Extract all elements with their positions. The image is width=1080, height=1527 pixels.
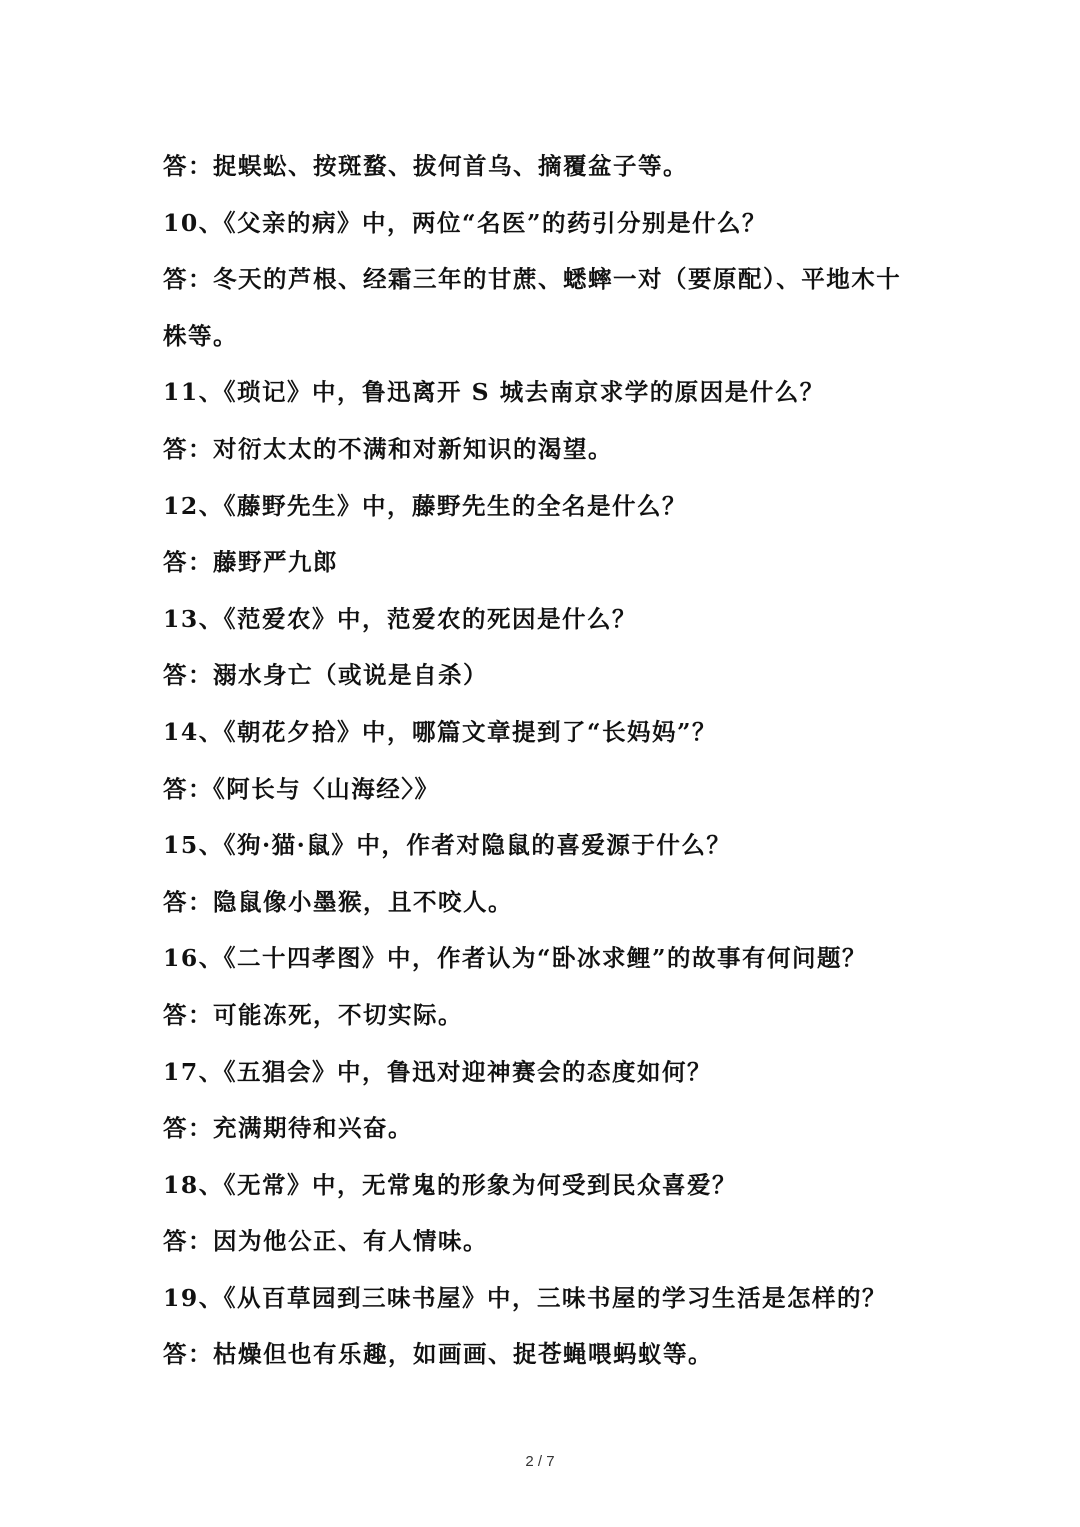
question-line: 19、《从百草园到三味书屋》中，三味书屋的学习生活是怎样的？ — [163, 1283, 887, 1312]
question-line: 17、《五猖会》中，鲁迅对迎神赛会的态度如何？ — [163, 1057, 712, 1086]
question-line: 18、《无常》中，无常鬼的形象为何受到民众喜爱？ — [163, 1170, 737, 1199]
question-line: 10、《父亲的病》中，两位“名医”的药引分别是什么？ — [163, 208, 767, 237]
answer-line: 答：冬天的芦根、经霜三年的甘蔗、蟋蟀一对（要原配）、平地木十株等。 — [163, 265, 902, 350]
answer-line: 答：藤野严九郎 — [163, 548, 338, 577]
question-line: 16、《二十四孝图》中，作者认为“卧冰求鲤”的故事有何问题？ — [163, 944, 867, 973]
question-line: 14、《朝花夕拾》中，哪篇文章提到了“长妈妈”？ — [163, 717, 717, 746]
question-line: 11、《琐记》中，鲁迅离开 S 城去南京求学的原因是什么？ — [163, 378, 825, 407]
answer-line: 答：《阿长与〈山海经〉》 — [163, 774, 440, 803]
question-line: 12、《藤野先生》中，藤野先生的全名是什么？ — [163, 491, 687, 520]
question-line: 15、《狗·猫·鼠》中，作者对隐鼠的喜爱源于什么？ — [163, 831, 732, 860]
answer-line: 答：枯燥但也有乐趣，如画画、捉苍蝇喂蚂蚁等。 — [163, 1340, 713, 1369]
page-number: 2 / 7 — [525, 1453, 555, 1470]
question-line: 13、《范爱农》中，范爱农的死因是什么？ — [163, 604, 637, 633]
answer-line: 答：溺水身亡（或说是自杀） — [163, 661, 488, 690]
qa-list — [163, 138, 923, 1383]
answer-line: 答：隐鼠像小墨猴，且不咬人。 — [163, 887, 513, 916]
answer-line: 答：充满期待和兴奋。 — [163, 1114, 413, 1143]
answer-line: 答：因为他公正、有人情味。 — [163, 1227, 488, 1256]
answer-line: 答：对衍太太的不满和对新知识的渴望。 — [163, 434, 613, 463]
answer-line: 答：捉蜈蚣、按斑蝥、拔何首乌、摘覆盆子等。 — [163, 152, 688, 180]
answer-line: 答：可能冻死，不切实际。 — [163, 1000, 463, 1029]
